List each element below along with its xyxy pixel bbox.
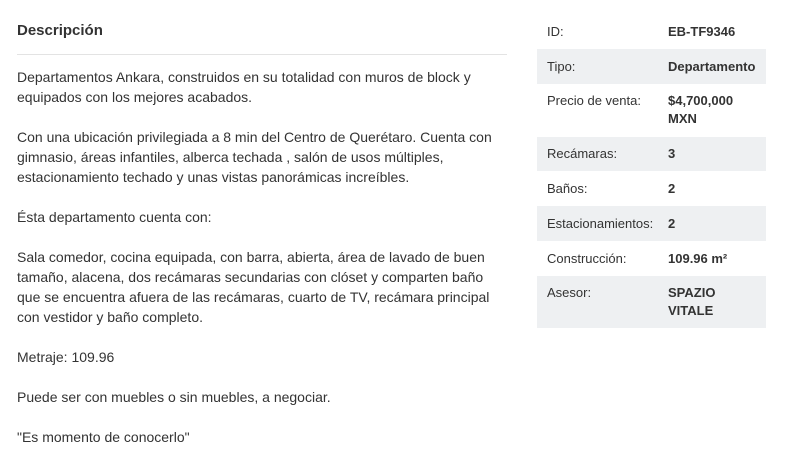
detail-row-bedrooms bbox=[537, 137, 766, 171]
description-section bbox=[17, 18, 507, 447]
detail-label: Precio de venta: bbox=[547, 93, 641, 108]
detail-label: Tipo: bbox=[547, 59, 576, 74]
detail-row-price bbox=[537, 84, 766, 137]
detail-value: 2 bbox=[668, 181, 676, 196]
detail-value: 3 bbox=[668, 146, 676, 161]
description-body bbox=[17, 67, 507, 447]
description-paragraph: "Es momento de conocerlo" bbox=[17, 429, 190, 445]
detail-row-parking bbox=[537, 206, 766, 241]
detail-value: EB-TF9346 bbox=[668, 24, 736, 39]
detail-value: 2 bbox=[668, 216, 676, 231]
detail-row-construction bbox=[537, 241, 766, 276]
detail-label: Construcción: bbox=[547, 251, 627, 266]
description-paragraph: Con una ubicación privilegiada a 8 min del Centro de Querétaro. Cuenta con gimnasio, áreas infantiles, alberca techada , salón de usos múltiples, estacionamiento techado y unas vistas panorámicas increíbles. bbox=[17, 129, 492, 185]
detail-label: Estacionamientos: bbox=[547, 216, 654, 231]
description-paragraph: Sala comedor, cocina equipada, con barra, abierta, área de lavado de buen tamaño, alacena, dos recámaras secundarias con clóset y comparten baño que se encuentra afuera de las recámaras, cuarto de TV, recámara principal con vestidor y baño completo. bbox=[17, 249, 490, 325]
detail-row-bathrooms bbox=[537, 171, 766, 206]
detail-label: Asesor: bbox=[547, 285, 592, 300]
detail-row-type bbox=[537, 49, 766, 84]
property-details-table bbox=[537, 15, 766, 328]
detail-label: Baños: bbox=[547, 181, 588, 196]
detail-row-agent bbox=[537, 276, 766, 328]
agent-link[interactable]: SPAZIO VITALE bbox=[668, 285, 716, 318]
detail-value: 109.96 m² bbox=[668, 251, 728, 266]
description-paragraph: Ésta departamento cuenta con: bbox=[17, 209, 212, 225]
detail-label: Recámaras: bbox=[547, 146, 618, 161]
description-title: Descripción bbox=[17, 18, 507, 55]
detail-value: $4,700,000 MXN bbox=[668, 93, 734, 126]
description-paragraph: Puede ser con muebles o sin muebles, a negociar. bbox=[17, 389, 331, 405]
description-paragraph: Metraje: 109.96 bbox=[17, 349, 115, 365]
detail-row-id bbox=[537, 15, 766, 49]
description-paragraph: Departamentos Ankara, construidos en su totalidad con muros de block y equipados con los mejores acabados. bbox=[17, 69, 471, 105]
detail-value: Departamento bbox=[668, 59, 756, 74]
detail-label: ID: bbox=[547, 24, 564, 39]
